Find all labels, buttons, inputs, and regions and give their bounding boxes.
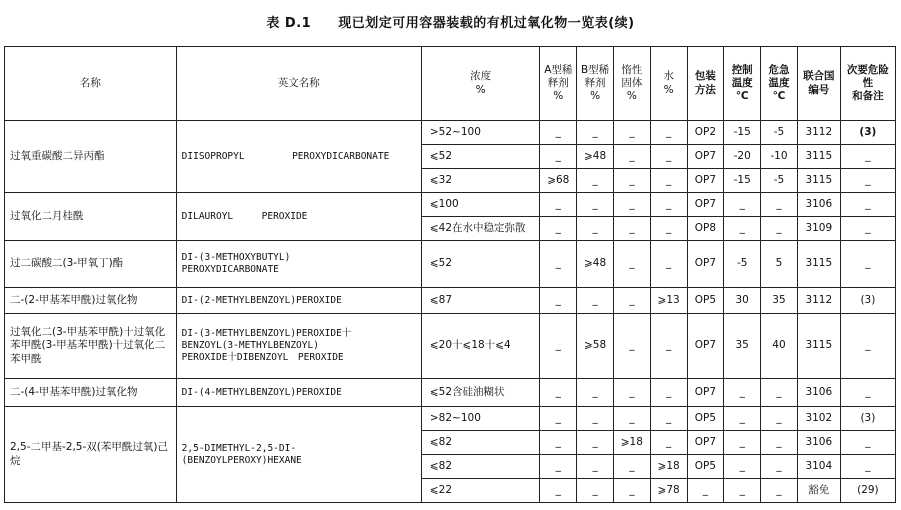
inert-cell: _ (613, 288, 650, 314)
inert-cell: _ (613, 241, 650, 288)
diluent-b-cell: _ (577, 479, 614, 503)
diluent-b-cell: _ (577, 431, 614, 455)
conc-cell: ⩽82 (421, 431, 540, 455)
table-row (5, 241, 896, 288)
header-diluent-a: A型稀 释剂 % (540, 47, 577, 121)
pack-cell: OP7 (687, 241, 724, 288)
english-name: DI-(4-METHYLBENZOYL)PEROXIDE (176, 379, 421, 407)
english-name: DILAUROYL PEROXIDE (176, 193, 421, 241)
conc-cell: ⩽20十⩽18十⩽4 (421, 314, 540, 379)
diluent-b-cell: _ (577, 288, 614, 314)
conc-cell: ⩽52 (421, 145, 540, 169)
hazard-cell: _ (840, 217, 895, 241)
ctrl-temp-cell: _ (724, 455, 761, 479)
un-number-cell: 3115 (797, 145, 840, 169)
diluent-a-cell: _ (540, 455, 577, 479)
header-ctrl-temp: 控制 温度 ℃ (724, 47, 761, 121)
table-row (5, 193, 896, 217)
water-cell: _ (650, 145, 687, 169)
inert-cell: _ (613, 379, 650, 407)
water-cell: _ (650, 121, 687, 145)
conc-cell: ⩽52含硅油糊状 (421, 379, 540, 407)
water-cell: ⩾78 (650, 479, 687, 503)
emerg-temp-cell: _ (761, 379, 798, 407)
water-cell: _ (650, 241, 687, 288)
un-number-cell: 3112 (797, 121, 840, 145)
conc-cell: ⩽42在水中稳定弥散 (421, 217, 540, 241)
hazard-cell: _ (840, 193, 895, 217)
diluent-a-cell: _ (540, 217, 577, 241)
hazard-cell: (3) (840, 407, 895, 431)
hazard-cell: _ (840, 455, 895, 479)
pack-cell: OP2 (687, 121, 724, 145)
chemical-name: 过氧化二月桂酰 (5, 193, 177, 241)
header-row (5, 47, 896, 121)
inert-cell: ⩾18 (613, 431, 650, 455)
table-body (5, 121, 896, 503)
un-number-cell: 3112 (797, 288, 840, 314)
emerg-temp-cell: 35 (761, 288, 798, 314)
hazard-cell: _ (840, 145, 895, 169)
conc-cell: ⩽82 (421, 455, 540, 479)
un-number-cell: 3109 (797, 217, 840, 241)
header-un-number: 联合国 编号 (797, 47, 840, 121)
emerg-temp-cell: _ (761, 479, 798, 503)
ctrl-temp-cell: _ (724, 193, 761, 217)
pack-cell: OP8 (687, 217, 724, 241)
diluent-b-cell: _ (577, 193, 614, 217)
emerg-temp-cell: 5 (761, 241, 798, 288)
emerg-temp-cell: _ (761, 193, 798, 217)
un-number-cell: 3104 (797, 455, 840, 479)
conc-cell: ⩽32 (421, 169, 540, 193)
diluent-a-cell: ⩾68 (540, 169, 577, 193)
diluent-b-cell: ⩾48 (577, 145, 614, 169)
emerg-temp-cell: _ (761, 455, 798, 479)
english-name: DI-(2-METHYLBENZOYL)PEROXIDE (176, 288, 421, 314)
water-cell: _ (650, 169, 687, 193)
ctrl-temp-cell: _ (724, 379, 761, 407)
header-inert: 惰性 固体 % (613, 47, 650, 121)
chemical-name: 过二碳酸二(3-甲氧丁)酯 (5, 241, 177, 288)
header-water: 水 % (650, 47, 687, 121)
pack-cell: OP5 (687, 288, 724, 314)
un-number-cell: 豁免 (797, 479, 840, 503)
conc-cell: ⩽100 (421, 193, 540, 217)
ctrl-temp-cell: _ (724, 431, 761, 455)
water-cell: _ (650, 407, 687, 431)
chemical-name: 过氧重碳酸二异丙酯 (5, 121, 177, 193)
hazard-cell: _ (840, 241, 895, 288)
pack-cell: OP7 (687, 145, 724, 169)
water-cell: _ (650, 379, 687, 407)
inert-cell: _ (613, 217, 650, 241)
hazard-cell: _ (840, 314, 895, 379)
emerg-temp-cell: -5 (761, 121, 798, 145)
ctrl-temp-cell: _ (724, 407, 761, 431)
conc-cell: ⩽87 (421, 288, 540, 314)
header-hazard: 次要危险性 和备注 (840, 47, 895, 121)
table-row (5, 121, 896, 145)
water-cell: _ (650, 217, 687, 241)
diluent-b-cell: _ (577, 407, 614, 431)
table-title: 表 D.1 现已划定可用容器装载的有机过氧化物一览表(续) (266, 16, 635, 31)
chemical-name: 二-(4-甲基苯甲酰)过氧化物 (5, 379, 177, 407)
diluent-a-cell: _ (540, 314, 577, 379)
hazard-cell: (29) (840, 479, 895, 503)
table-row (5, 288, 896, 314)
inert-cell: _ (613, 479, 650, 503)
diluent-a-cell: _ (540, 145, 577, 169)
header-english: 英文名称 (176, 47, 421, 121)
diluent-a-cell: _ (540, 431, 577, 455)
english-name: 2,5-DIMETHYL-2,5-DI- (BENZOYLPEROXY)HEXANE (176, 407, 421, 503)
diluent-b-cell: ⩾58 (577, 314, 614, 379)
header-diluent-b: B型稀 释剂 % (577, 47, 614, 121)
header-conc: 浓度 % (421, 47, 540, 121)
ctrl-temp-cell: -15 (724, 121, 761, 145)
pack-cell: OP5 (687, 407, 724, 431)
emerg-temp-cell: _ (761, 217, 798, 241)
inert-cell: _ (613, 169, 650, 193)
inert-cell: _ (613, 407, 650, 431)
chemical-name: 2,5-二甲基-2,5-双(苯甲酰过氧)己烷 (5, 407, 177, 503)
un-number-cell: 3102 (797, 407, 840, 431)
header-name: 名称 (5, 47, 177, 121)
un-number-cell: 3106 (797, 193, 840, 217)
emerg-temp-cell: -5 (761, 169, 798, 193)
inert-cell: _ (613, 455, 650, 479)
pack-cell: OP7 (687, 314, 724, 379)
diluent-a-cell: _ (540, 121, 577, 145)
ctrl-temp-cell: -15 (724, 169, 761, 193)
un-number-cell: 3115 (797, 241, 840, 288)
chemical-name: 过氧化二(3-甲基苯甲酰)十过氧化苯甲酰(3-甲基苯甲酰)十过氧化二苯甲酰 (5, 314, 177, 379)
ctrl-temp-cell: 30 (724, 288, 761, 314)
header-pack: 包装 方法 (687, 47, 724, 121)
ctrl-temp-cell: -20 (724, 145, 761, 169)
diluent-a-cell: _ (540, 479, 577, 503)
emerg-temp-cell: _ (761, 431, 798, 455)
emerg-temp-cell: 40 (761, 314, 798, 379)
water-cell: _ (650, 431, 687, 455)
english-name: DI-(3-METHYLBENZOYL)PEROXIDE十 BENZOYL(3-METHYLBENZOYL) PEROXIDE十DIBENZOYL PEROXIDE (176, 314, 421, 379)
pack-cell: OP7 (687, 169, 724, 193)
water-cell: ⩾13 (650, 288, 687, 314)
english-name: DIISOPROPYL PEROXYDICARBONATE (176, 121, 421, 193)
ctrl-temp-cell: 35 (724, 314, 761, 379)
table-row (5, 314, 896, 379)
ctrl-temp-cell: _ (724, 217, 761, 241)
diluent-a-cell: _ (540, 288, 577, 314)
inert-cell: _ (613, 121, 650, 145)
pack-cell: _ (687, 479, 724, 503)
un-number-cell: 3106 (797, 431, 840, 455)
ctrl-temp-cell: -5 (724, 241, 761, 288)
pack-cell: OP7 (687, 379, 724, 407)
diluent-a-cell: _ (540, 379, 577, 407)
hazard-cell: (3) (840, 121, 895, 145)
water-cell: _ (650, 314, 687, 379)
conc-cell: ⩽52 (421, 241, 540, 288)
diluent-b-cell: _ (577, 169, 614, 193)
diluent-a-cell: _ (540, 241, 577, 288)
table-row (5, 379, 896, 407)
pack-cell: OP5 (687, 455, 724, 479)
emerg-temp-cell: -10 (761, 145, 798, 169)
diluent-a-cell: _ (540, 407, 577, 431)
diluent-b-cell: _ (577, 217, 614, 241)
table-row (5, 407, 896, 431)
un-number-cell: 3115 (797, 169, 840, 193)
diluent-b-cell: ⩾48 (577, 241, 614, 288)
inert-cell: _ (613, 193, 650, 217)
conc-cell: ⩽22 (421, 479, 540, 503)
header-emerg-temp: 危急 温度 ℃ (761, 47, 798, 121)
conc-cell: >52~100 (421, 121, 540, 145)
water-cell: _ (650, 193, 687, 217)
hazard-cell: (3) (840, 288, 895, 314)
diluent-b-cell: _ (577, 379, 614, 407)
diluent-a-cell: _ (540, 193, 577, 217)
ctrl-temp-cell: _ (724, 479, 761, 503)
un-number-cell: 3106 (797, 379, 840, 407)
hazard-cell: _ (840, 169, 895, 193)
hazard-cell: _ (840, 431, 895, 455)
un-number-cell: 3115 (797, 314, 840, 379)
inert-cell: _ (613, 314, 650, 379)
pack-cell: OP7 (687, 431, 724, 455)
diluent-b-cell: _ (577, 121, 614, 145)
water-cell: ⩾18 (650, 455, 687, 479)
english-name: DI-(3-METHOXYBUTYL) PEROXYDICARBONATE (176, 241, 421, 288)
conc-cell: >82~100 (421, 407, 540, 431)
chemical-name: 二-(2-甲基苯甲酰)过氧化物 (5, 288, 177, 314)
diluent-b-cell: _ (577, 455, 614, 479)
emerg-temp-cell: _ (761, 407, 798, 431)
inert-cell: _ (613, 145, 650, 169)
peroxide-table (4, 46, 896, 503)
hazard-cell: _ (840, 379, 895, 407)
pack-cell: OP7 (687, 193, 724, 217)
